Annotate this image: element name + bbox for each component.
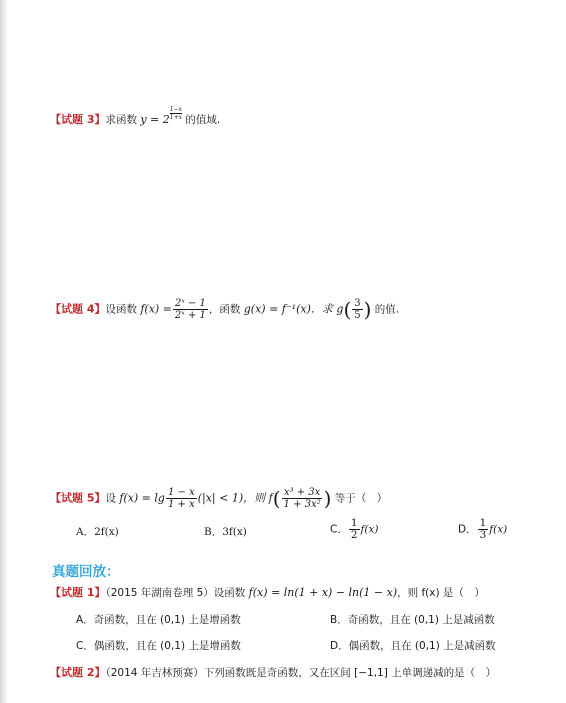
question-4 <box>50 298 399 321</box>
option-d[interactable] <box>330 638 496 653</box>
real-question-1 <box>50 585 485 601</box>
option-text: A．奇函数，且在 (0,1) 上是增函数 <box>76 614 241 626</box>
log-fraction <box>166 487 197 510</box>
option-text: B．3f(x) <box>204 526 247 538</box>
question-tag: 【试题 2】 <box>50 666 106 679</box>
argument-fraction <box>282 487 323 510</box>
exponent-denominator: 1+x <box>169 114 182 121</box>
formula-lhs: y = 2 <box>140 113 170 126</box>
formula-lhs: f(x) = lg <box>119 491 165 505</box>
question-suffix: 等于（ ） <box>331 492 388 505</box>
fraction-denominator: 1 + x <box>167 499 195 510</box>
question-text-mid: ，函数 <box>208 303 244 316</box>
formula-lhs: f(x) = <box>140 302 172 316</box>
option-fraction <box>349 518 360 541</box>
fraction-numerator: 1 <box>350 517 358 529</box>
question-text: （2014 年吉林预赛）下列函数既是奇函数，又在区间 [−1,1] 上单调递减的是（ ） <box>105 667 497 679</box>
real-question-2 <box>50 665 496 681</box>
option-text: B．奇函数，且在 (0,1) 上是减函数 <box>330 614 495 626</box>
question-text: 设函数 <box>105 303 141 316</box>
option-tail: f(x) <box>489 523 508 536</box>
inverse-definition: g(x) = f⁻¹(x) <box>243 302 311 316</box>
fraction-numerator: 1 − x <box>167 487 195 498</box>
left-paren: ( <box>343 297 352 322</box>
question-suffix: 的值域. <box>182 114 221 126</box>
option-fraction <box>478 518 489 541</box>
option-c[interactable] <box>76 638 241 653</box>
question-tag: 【试题 1】 <box>50 586 106 599</box>
question-3 <box>50 106 221 128</box>
function-fraction <box>173 298 208 321</box>
question-text: 求函数 <box>105 114 141 126</box>
question-suffix: ，则 f(x) 是（ ） <box>397 587 485 599</box>
fraction-numerator: x³ + 3x <box>283 487 321 498</box>
question-5 <box>50 487 387 510</box>
question-text: 设 <box>105 492 120 505</box>
domain-condition: (|x| < 1) <box>197 491 244 505</box>
right-paren: ) <box>363 297 372 322</box>
fraction-numerator: 3 <box>354 298 361 309</box>
option-text: D．偶函数，且在 (0,1) 上是减函数 <box>330 640 496 652</box>
exponent-fraction <box>170 106 182 121</box>
right-paren: ) <box>323 486 332 511</box>
exponent-numerator: 1−x <box>169 106 182 113</box>
question-tag: 【试题 3】 <box>50 113 106 126</box>
section-title: 真题回放： <box>52 564 120 580</box>
option-label: D． <box>458 523 477 536</box>
question-source: （2015 年湖南卷理 5）设函数 <box>105 587 249 599</box>
option-d[interactable] <box>458 518 507 541</box>
fraction-denominator: 1 + 3x² <box>283 499 321 510</box>
fraction-denominator: 5 <box>354 310 361 321</box>
option-label: C． <box>330 523 348 536</box>
page-edge-shadow <box>0 0 8 703</box>
question-formula: f(x) = ln(1 + x) − ln(1 − x) <box>248 586 398 599</box>
option-a[interactable] <box>76 612 241 627</box>
option-text: C．偶函数，且在 (0,1) 上是增函数 <box>76 640 241 652</box>
fraction-numerator: 2ˣ − 1 <box>174 298 206 309</box>
fraction-denominator: 2 <box>350 529 358 541</box>
left-paren: ( <box>272 486 281 511</box>
fraction-numerator: 1 <box>479 517 487 529</box>
question-tag: 【试题 5】 <box>50 491 106 505</box>
option-a[interactable] <box>76 524 119 539</box>
question-ask: ．求 g <box>310 302 344 316</box>
option-text: A．2f(x) <box>76 526 119 538</box>
option-b[interactable] <box>330 612 495 627</box>
option-tail: f(x) <box>360 523 379 536</box>
question-suffix: 的值. <box>371 303 400 316</box>
option-b[interactable] <box>204 524 247 539</box>
argument-fraction <box>352 298 362 321</box>
option-c[interactable] <box>330 518 379 541</box>
fraction-denominator: 3 <box>479 529 487 541</box>
fraction-denominator: 2ˣ + 1 <box>174 310 206 321</box>
question-tag: 【试题 4】 <box>50 302 106 316</box>
question-text-mid: ，则 f <box>243 491 273 505</box>
